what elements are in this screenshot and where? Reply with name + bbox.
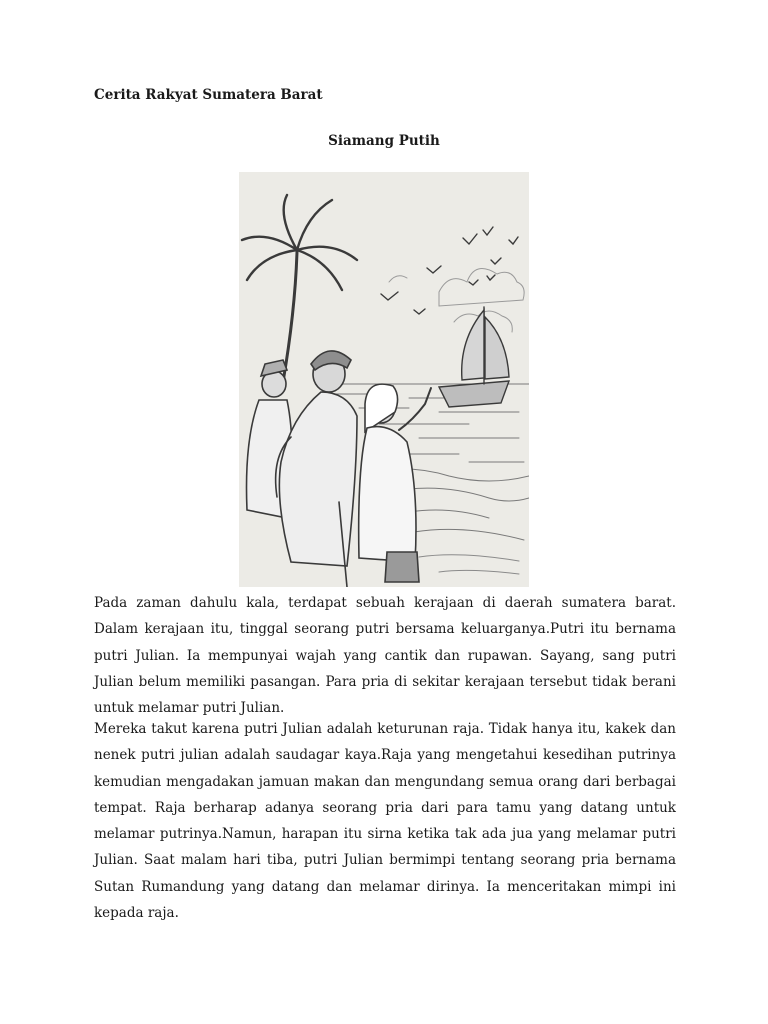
paragraph-1: Pada zaman dahulu kala, terdapat sebuah kerajaan di daerah sumatera barat. Dalam kerajaan itu, tinggal seorang putri bersama keluarganya.Putri itu bernama putri Julian. Ia mempunyai wajah yang cantik dan rupawan. Sayang, sang putri Julian belum memiliki pasangan. Para pria di sekitar kerajaan tersebut tidak berani untuk melamar putri Julian. bbox=[94, 595, 676, 717]
cloud-drawing bbox=[389, 269, 524, 332]
story-illustration bbox=[239, 172, 529, 587]
people-drawing bbox=[247, 351, 432, 587]
paragraph-2: Mereka takut karena putri Julian adalah keturunan raja. Tidak hanya itu, kakek dan nenek putri julian adalah saudagar kaya.Raja yang mengetahui kesedihan putrinya kemudian mengadakan jamuan makan dan mengundang semua orang dari berbagai tempat. Raja berharap adanya seorang pria dari para tamu yang datang untuk melamar putrinya.Namun, harapan itu sirna ketika tak ada jua yang melamar putri Julian. Saat malam hari tiba, putri Julian bermimpi tentang seorang pria bernama Sutan Rumandung yang datang dan melamar dirinya. Ia menceritakan mimpi ini kepada raja. bbox=[94, 721, 676, 922]
document-title: Siamang Putih bbox=[328, 133, 440, 149]
sailboat-drawing bbox=[439, 307, 509, 407]
shore-drawing bbox=[419, 555, 519, 574]
birds-drawing bbox=[381, 227, 518, 314]
document-header: Cerita Rakyat Sumatera Barat bbox=[94, 87, 323, 103]
